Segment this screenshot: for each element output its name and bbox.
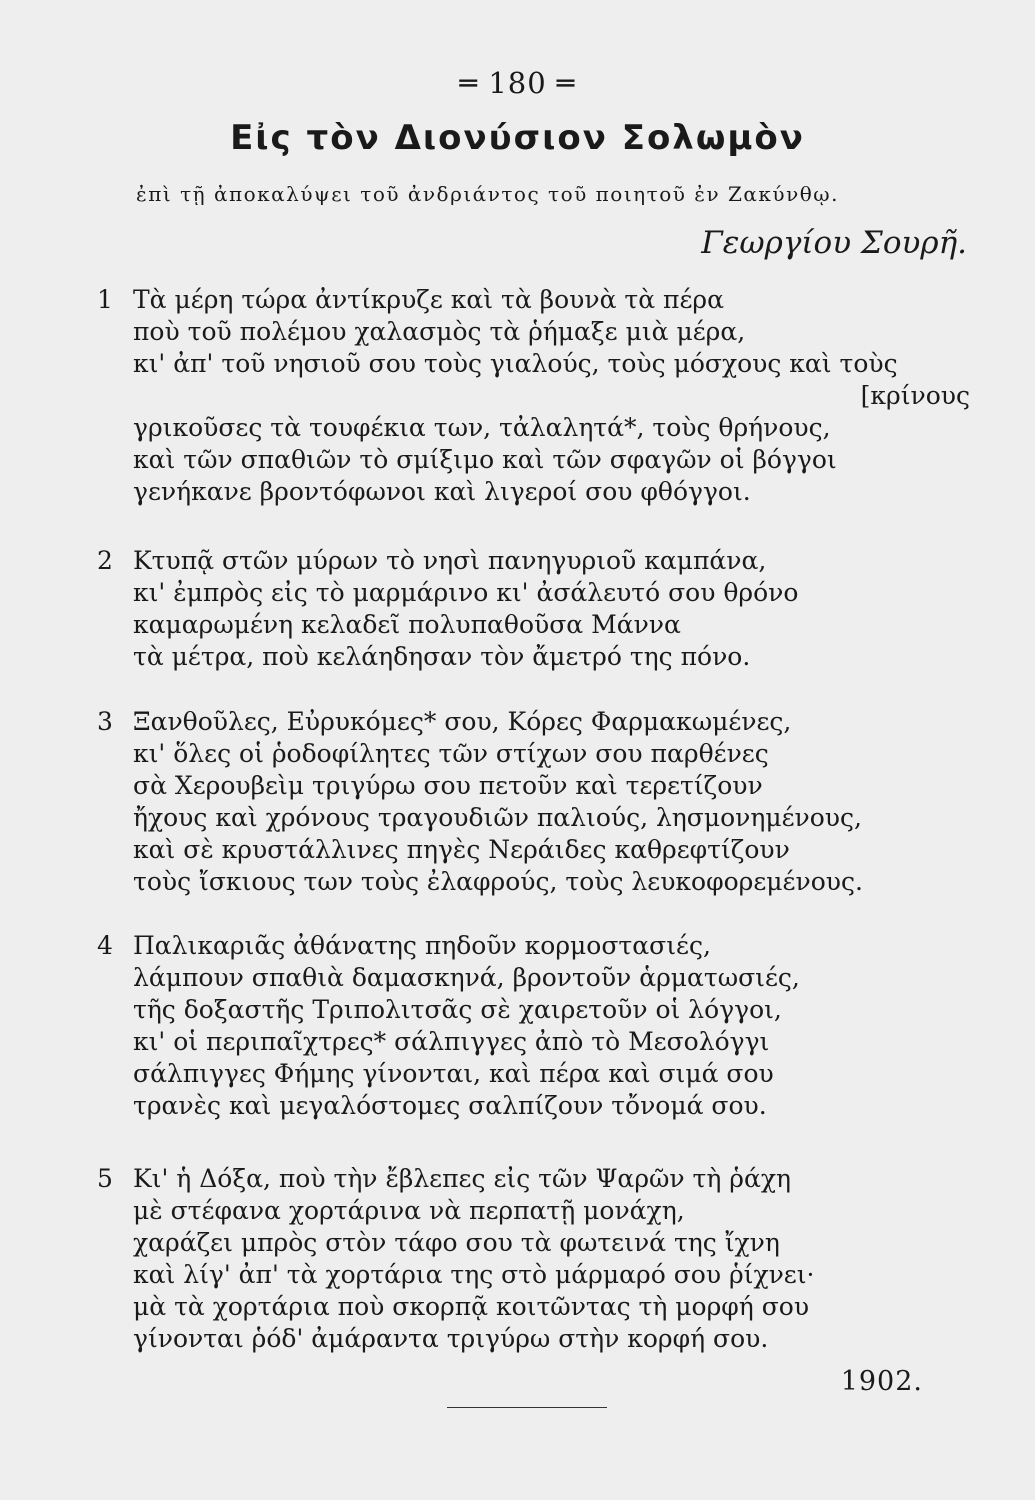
verse-line: Τὰ μέρη τώρα ἀντίκρυζε καὶ τὰ βουνὰ τὰ πέρα [133,285,725,314]
verse-line: κι' ἀπ' τοῦ νησιοῦ σου τοὺς γιαλούς, τοὺς μόσχους καὶ τοὺς [133,349,898,378]
verse-line: τῆς δοξαστῆς Τριπολιτσᾶς σὲ χαιρετοῦν οἱ λόγγοι, [133,995,782,1024]
verse-line: Παλικαριᾶς ἀθάνατης πηδοῦν κορμοστασιές, [133,931,711,960]
stanza-number: 5 [97,1164,113,1193]
verse-line: τὰ μέτρα, ποὺ κελάηδησαν τὸν ἄμετρό της πόνο. [133,642,751,671]
verse-line: κι' ὅλες οἱ ῥοδοφίλητες τῶν στίχων σου παρθένες [133,739,769,768]
stanza-1 [0,284,1035,508]
stanza-4 [0,930,1035,1122]
verse-line: Κι' ἡ Δόξα, ποὺ τὴν ἔβλεπες εἰς τῶν Ψαρῶν τὴ ῥάχη [133,1164,792,1193]
verse-line: γίνονται ῥόδ' ἀμάραντα τριγύρω στὴν κορφή σου. [133,1324,769,1353]
stanza-number: 3 [97,707,113,736]
stanza-5 [0,1163,1035,1355]
stanza-number: 4 [97,931,113,960]
verse-line: γρικοῦσες τὰ τουφέκια των, τἀλαλητά*, τοὺς θρήνους, [133,413,831,442]
page-number: ═ 180 ═ [459,66,576,100]
verse-line: καμαρωμένη κελαδεῖ πολυπαθοῦσα Μάννα [133,610,681,639]
verse-line: Ξανθοῦλες, Εὐρυκόμες* σου, Κόρες Φαρμακωμένες, [133,707,792,736]
verse-line: κι' οἱ περιπαῖχτρες* σάλπιγγες ἀπὸ τὸ Μεσολόγγι [133,1027,770,1056]
verse-line: καὶ σὲ κρυστάλλινες πηγὲς Νεράιδες καθρεφτίζουν [133,835,790,864]
stanza-2 [0,545,1035,673]
verse-line: ποὺ τοῦ πολέμου χαλασμὸς τὰ ῥήμαξε μιὰ μέρα, [133,317,746,346]
verse-line: χαράζει μπρὸς στὸν τάφο σου τὰ φωτεινά της ἴχνη [133,1228,780,1257]
verse-line: καὶ τῶν σπαθιῶν τὸ σμίξιμο καὶ τῶν σφαγῶν οἱ βόγγοι [133,445,837,474]
verse-line: λάμπουν σπαθιὰ δαμασκηνά, βροντοῦν ἁρματωσιές, [133,963,800,992]
verse-line: Κτυπᾷ στῶν μύρων τὸ νησὶ πανηγυριοῦ καμπάνα, [133,546,767,575]
verse-line: σάλπιγγες Φήμης γίνονται, καὶ πέρα καὶ σιμά σου [133,1059,774,1088]
stanza-number: 2 [97,546,113,575]
verse-line: κι' ἐμπρὸς εἰς τὸ μαρμάρινο κι' ἀσάλευτό σου θρόνο [133,578,799,607]
verse-line: καὶ λίγ' ἀπ' τὰ χορτάρια της στὸ μάρμαρό σου ῥίχνει· [133,1260,815,1289]
poem-date: 1902. [840,1366,923,1397]
verse-line: μὰ τὰ χορτάρια ποὺ σκορπᾷ κοιτῶντας τὴ μορφή σου [133,1292,810,1321]
verse-line: σὰ Χερουβεὶμ τριγύρω σου πετοῦν καὶ τερετίζουν [133,771,763,800]
poem-author: Γεωργίου Σουρῆ. [701,225,967,261]
verse-line: τρανὲς καὶ μεγαλόστομες σαλπίζουν τὄνομά σου. [133,1091,767,1120]
verse-line: μὲ στέφανα χορτάρινα νὰ περπατῇ μονάχη, [133,1196,685,1225]
verse-line-continuation: [κρίνους [860,381,970,410]
stanza-3 [0,706,1035,898]
poem-title: Εἰς τὸν Διονύσιον Σολωμὸν [230,118,805,158]
end-divider [447,1407,607,1408]
poem-subtitle: ἐπὶ τῇ ἀποκαλύψει τοῦ ἀνδριάντος τοῦ ποιητοῦ ἐν Ζακύνθῳ. [136,182,839,206]
verse-line: γενήκανε βροντόφωνοι καὶ λιγεροί σου φθόγγοι. [133,477,751,506]
verse-line: ἤχους καὶ χρόνους τραγουδιῶν παλιούς, λησμονημένους, [133,803,862,832]
verse-line: τοὺς ἴσκιους των τοὺς ἐλαφρούς, τοὺς λευκοφορεμένους. [133,867,863,896]
stanza-number: 1 [97,285,113,314]
